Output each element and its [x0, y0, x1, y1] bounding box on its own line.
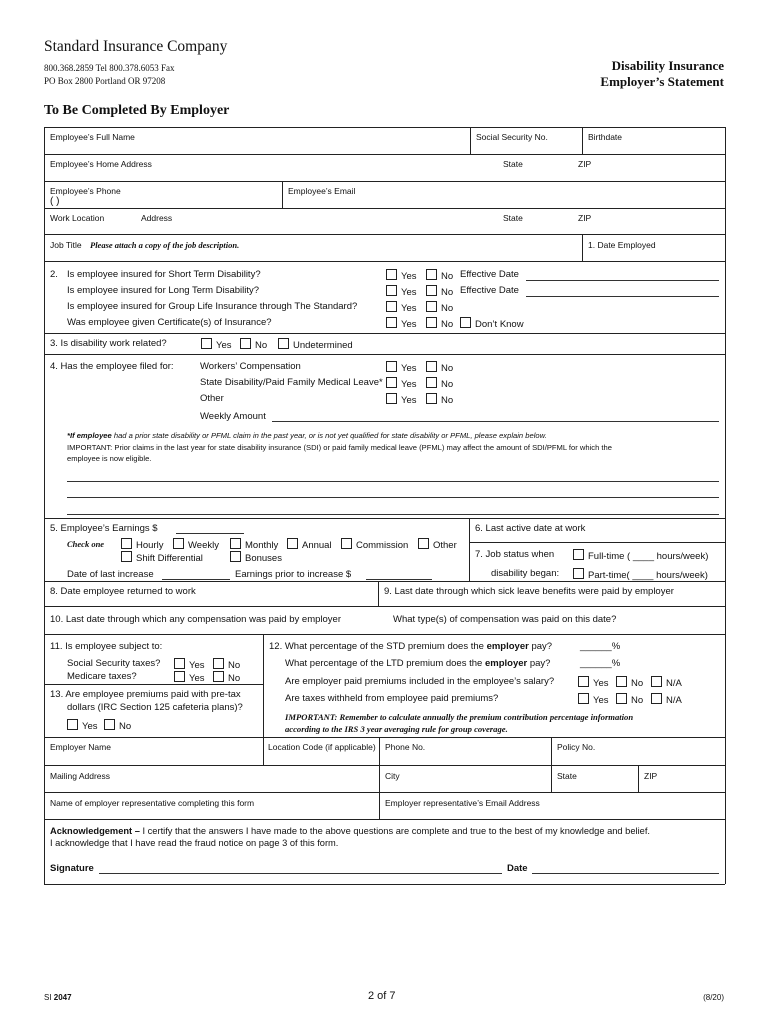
q3-yes[interactable]: Yes: [201, 338, 232, 351]
q4-wc-no[interactable]: No: [426, 361, 453, 374]
mailing-address-field[interactable]: Mailing Address: [50, 771, 111, 781]
q12-ltd-percent[interactable]: ______%: [580, 658, 621, 669]
work-location-field[interactable]: Work Location: [50, 213, 105, 223]
q11-ss-label: Social Security taxes?: [67, 658, 161, 669]
q5-annual[interactable]: Annual: [287, 538, 332, 551]
home-address-field[interactable]: Employee’s Home Address: [50, 159, 152, 169]
q2-life-question: Is employee insured for Group Life Insurance through The Standard?: [67, 301, 358, 312]
date-employed-field[interactable]: 1. Date Employed: [588, 240, 656, 250]
location-code-field[interactable]: Location Code (if applicable): [268, 742, 376, 752]
company-name: Standard Insurance Company: [44, 38, 228, 55]
q2-ltd-no[interactable]: No: [426, 285, 453, 298]
employee-phone-field[interactable]: Employee’s Phone: [50, 186, 121, 196]
q12-ltd-question: What percentage of the LTD premium does the employer pay?: [285, 658, 551, 669]
q6-last-active-date[interactable]: 6. Last active date at work: [475, 523, 586, 534]
job-title-field[interactable]: Job Title: [50, 240, 82, 250]
q4-note: *If employee had a prior state disability or PFML claim in the past year, or is not yet qualified for state disability or PFML, please explain below.: [67, 431, 547, 440]
section-title: To Be Completed By Employer: [44, 103, 230, 118]
q5-bonuses[interactable]: Bonuses: [230, 551, 282, 564]
employee-full-name-field[interactable]: Employee’s Full Name: [50, 132, 135, 142]
home-zip-field[interactable]: ZIP: [578, 159, 592, 169]
q12-important-line2: according to the IRS 3 year averaging rule for group coverage.: [285, 724, 508, 734]
q4-explain-line-2[interactable]: [67, 497, 719, 498]
q5-prior-earnings-label: Earnings prior to increase $: [235, 569, 352, 580]
company-phone: 800.368.2859 Tel 800.378.6053 Fax: [44, 63, 175, 73]
q7-question-line2: disability began:: [491, 568, 560, 579]
q2-life-no[interactable]: No: [426, 301, 453, 314]
frame-left: [44, 127, 45, 884]
q2-cert-yes[interactable]: Yes: [386, 317, 417, 330]
q4-explain-line-1[interactable]: [67, 481, 719, 482]
q2-ltd-effective-line[interactable]: [526, 296, 719, 297]
q2-std-effective-label: Effective Date: [460, 269, 519, 280]
q12-included-question: Are employer paid premiums included in the employee’s salary?: [285, 676, 555, 687]
q2-cert-no[interactable]: No: [426, 317, 453, 330]
employer-zip-field[interactable]: ZIP: [644, 771, 658, 781]
q5-question: 5. Employee’s Earnings $: [50, 523, 158, 534]
q2-number: 2.: [50, 269, 58, 280]
q5-weekly[interactable]: Weekly: [173, 538, 219, 551]
q3-question: 3. Is disability work related?: [50, 338, 167, 349]
signature-label: Signature: [50, 863, 94, 874]
q4-sdi-no[interactable]: No: [426, 377, 453, 390]
q13-no[interactable]: No: [104, 719, 131, 732]
q4-question: 4. Has the employee filed for:: [50, 361, 174, 372]
phone-area-code: ( ): [50, 196, 60, 207]
q12-std-question: 12. What percentage of the STD premium does the employer pay?: [269, 641, 553, 652]
q2-std-no[interactable]: No: [426, 269, 453, 282]
job-description-note: Please attach a copy of the job description.: [90, 240, 240, 250]
q2-std-question: Is employee insured for Short Term Disability?: [67, 269, 261, 280]
q4-sdi-yes[interactable]: Yes: [386, 377, 417, 390]
birthdate-field[interactable]: Birthdate: [588, 132, 623, 142]
ssn-field[interactable]: Social Security No.: [476, 132, 548, 142]
acknowledgement-text: Acknowledgement – I certify that the answers I have made to the above questions are complete and true to the best of my knowledge and belief.: [50, 826, 650, 836]
work-state-field[interactable]: State: [503, 213, 523, 223]
q12-std-percent[interactable]: ______%: [580, 641, 621, 652]
q13-yes[interactable]: Yes: [67, 719, 98, 732]
date-label: Date: [507, 863, 528, 874]
q11-medicare-no[interactable]: No: [213, 671, 240, 684]
work-zip-field[interactable]: ZIP: [578, 213, 592, 223]
q12-included-yes[interactable]: Yes: [578, 676, 609, 689]
q5-commission[interactable]: Commission: [341, 538, 408, 551]
q2-std-yes[interactable]: Yes: [386, 269, 417, 282]
frame-right: [725, 127, 726, 884]
revision-date: (8/20): [703, 993, 724, 1002]
q12-included-no[interactable]: No: [616, 676, 643, 689]
employer-name-field[interactable]: Employer Name: [50, 742, 111, 752]
q5-prior-earnings-line[interactable]: [366, 579, 432, 580]
q5-check-one: Check one: [67, 539, 105, 549]
q5-other[interactable]: Other: [418, 538, 457, 551]
q11-ss-no[interactable]: No: [213, 658, 240, 671]
q11-medicare-label: Medicare taxes?: [67, 671, 137, 682]
page-number: 2 of 7: [368, 990, 396, 1002]
q13-question-line2: dollars (IRC Section 125 cafeteria plans)?: [67, 702, 243, 713]
q10-last-compensation-date[interactable]: 10. Last date through which any compensation was paid by employer: [50, 614, 341, 625]
q2-ltd-question: Is employee insured for Long Term Disability?: [67, 285, 260, 296]
q4-weekly-amount-label: Weekly Amount: [200, 411, 266, 422]
frame-top: [44, 127, 725, 128]
q12-withheld-question: Are taxes withheld from employee paid premiums?: [285, 693, 499, 704]
q4-important-line2: employee is now eligible.: [67, 454, 152, 463]
policy-number-field[interactable]: Policy No.: [557, 742, 596, 752]
company-address: PO Box 2800 Portland OR 97208: [44, 76, 166, 86]
q5-monthly[interactable]: Monthly: [230, 538, 278, 551]
q4-other-label: Other: [200, 393, 224, 404]
q2-life-yes[interactable]: Yes: [386, 301, 417, 314]
q11-ss-yes[interactable]: Yes: [174, 658, 205, 671]
employer-phone-field[interactable]: Phone No.: [385, 742, 426, 752]
q12-withheld-yes[interactable]: Yes: [578, 693, 609, 706]
q4-other-no[interactable]: No: [426, 393, 453, 406]
employer-city-field[interactable]: City: [385, 771, 400, 781]
q4-other-yes[interactable]: Yes: [386, 393, 417, 406]
employer-state-field[interactable]: State: [557, 771, 577, 781]
q2-ltd-effective-label: Effective Date: [460, 285, 519, 296]
q4-weekly-amount-line[interactable]: [272, 421, 719, 422]
q8-date-returned[interactable]: 8. Date employee returned to work: [50, 586, 196, 597]
q12-withheld-na[interactable]: N/A: [651, 693, 682, 706]
q5-shift-differential[interactable]: Shift Differential: [121, 551, 203, 564]
q5-earnings-line[interactable]: [176, 533, 244, 534]
q7-question: 7. Job status when: [475, 549, 555, 560]
signature-line[interactable]: [99, 873, 502, 874]
form-title-line1: Disability Insurance: [611, 58, 724, 73]
rep-email-field[interactable]: Employer representative’s Email Address: [385, 798, 540, 808]
q3-undetermined[interactable]: Undetermined: [278, 338, 353, 351]
q4-important-line1: IMPORTANT: Prior claims in the last year for state disability insurance (SDI) or paid family medical leave (PFML) may affect the amount of SDI/PFML for which the: [67, 443, 612, 452]
q12-included-na[interactable]: N/A: [651, 676, 682, 689]
q5-hourly[interactable]: Hourly: [121, 538, 163, 551]
q10-compensation-type[interactable]: What type(s) of compensation was paid on this date?: [393, 614, 617, 625]
q12-important-line1: IMPORTANT: Remember to calculate annually the premium contribution percentage information: [285, 712, 634, 722]
q7-parttime[interactable]: Part-time( ____ hours/week): [573, 568, 708, 581]
form-title-line2: Employer’s Statement: [600, 74, 724, 89]
q9-sick-leave-date[interactable]: 9. Last date through which sick leave benefits were paid by employer: [384, 586, 674, 597]
home-state-field[interactable]: State: [503, 159, 523, 169]
q2-std-effective-line[interactable]: [526, 280, 719, 281]
q3-no[interactable]: No: [240, 338, 267, 351]
q2-cert-dont-know[interactable]: Don’t Know: [460, 317, 524, 330]
q5-last-increase-label: Date of last increase: [67, 569, 154, 580]
q11-medicare-yes[interactable]: Yes: [174, 671, 205, 684]
acknowledgement-text-line2: I acknowledge that I have read the fraud notice on page 3 of this form.: [50, 838, 339, 848]
q7-fulltime[interactable]: Full-time ( ____ hours/week): [573, 549, 708, 562]
form-number: SI 2047: [44, 993, 72, 1002]
q4-wc-label: Workers’ Compensation: [200, 361, 301, 372]
q4-sdi-label: State Disability/Paid Family Medical Leave*: [200, 377, 383, 388]
work-address-field[interactable]: Address: [141, 213, 173, 223]
q11-question: 11. Is employee subject to:: [50, 641, 163, 652]
q4-explain-line-3[interactable]: [67, 514, 719, 515]
rep-name-field[interactable]: Name of employer representative completing this form: [50, 798, 255, 808]
q4-wc-yes[interactable]: Yes: [386, 361, 417, 374]
employee-email-field[interactable]: Employee’s Email: [288, 186, 356, 196]
q2-cert-question: Was employee given Certificate(s) of Insurance?: [67, 317, 272, 328]
q2-ltd-yes[interactable]: Yes: [386, 285, 417, 298]
q5-last-increase-line[interactable]: [162, 579, 230, 580]
q13-question-line1: 13. Are employee premiums paid with pre-tax: [50, 689, 241, 700]
q12-withheld-no[interactable]: No: [616, 693, 643, 706]
date-line[interactable]: [532, 873, 719, 874]
